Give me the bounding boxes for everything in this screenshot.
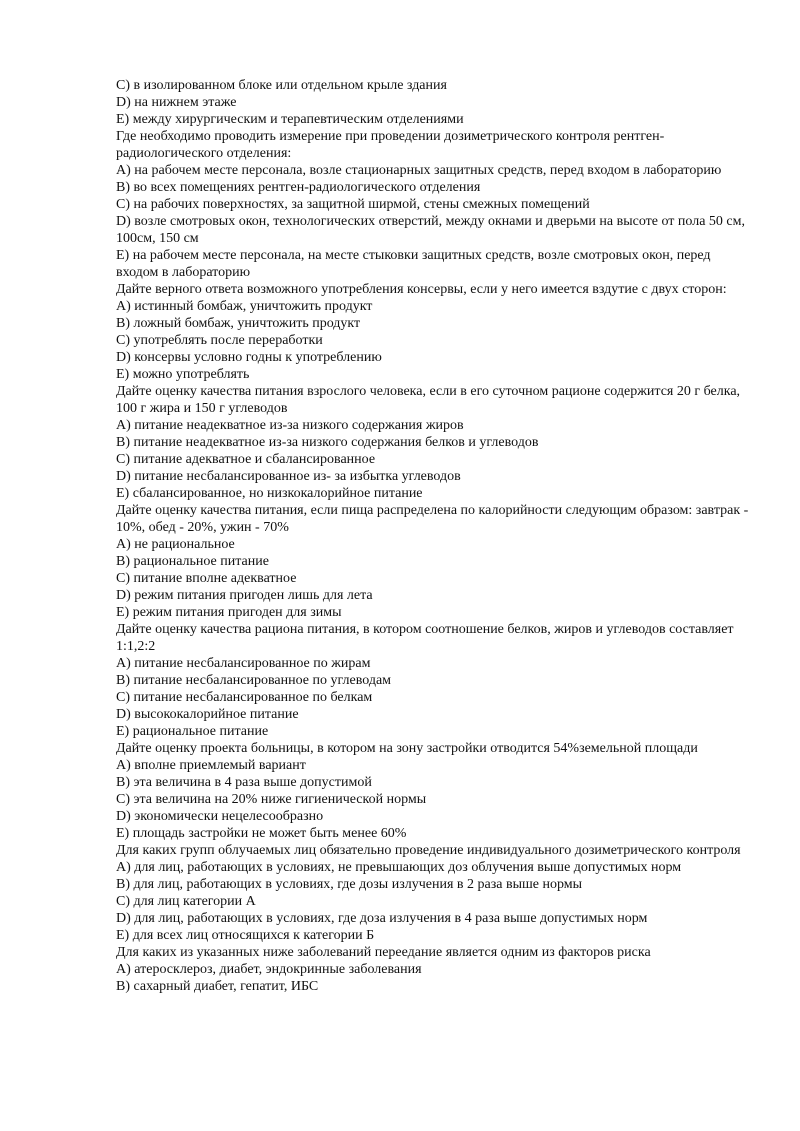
text-line: D) высококалорийное питание — [116, 707, 299, 722]
text-line: D) возле смотровых окон, технологических отверстий, между окнами и дверьми на высоте от пола 50 см, 100см, 150 см — [116, 214, 745, 246]
text-line: Дайте оценку качества питания взрослого человека, если в его суточном рационе содержится 20 г белка, 100 г жира и 150 г углеводов — [116, 384, 741, 416]
text-line: A) питание несбалансированное по жирам — [116, 656, 371, 671]
text-line: Дайте оценку проекта больницы, в котором на зону застройки отводится 54%земельной площади — [116, 741, 698, 756]
text-line: Дайте верного ответа возможного употребления консервы, если у него имеется вздутие с двух сторон: — [116, 282, 727, 297]
text-line: D) на нижнем этаже — [116, 95, 237, 110]
text-line: B) во всех помещениях рентген-радиологического отделения — [116, 180, 481, 195]
text-line: D) для лиц, работающих в условиях, где доза излучения в 4 раза выше допустимых норм — [116, 911, 648, 926]
text-line: A) для лиц, работающих в условиях, не превышающих доз облучения выше допустимых норм — [116, 860, 682, 875]
text-line: Где необходимо проводить измерение при проведении дозиметрического контроля рентген-радиологического отделения: — [116, 129, 665, 161]
text-line: A) истинный бомбаж, уничтожить продукт — [116, 299, 373, 314]
text-line: E) для всех лиц относящихся к категории Б — [116, 928, 375, 943]
text-line: E) можно употреблять — [116, 367, 250, 382]
text-line: C) употреблять после переработки — [116, 333, 323, 348]
text-line: D) питание несбалансированное из- за избытка углеводов — [116, 469, 461, 484]
document-page — [116, 77, 756, 995]
text-line: B) сахарный диабет, гепатит, ИБС — [116, 979, 319, 994]
text-line: B) питание неадекватное из-за низкого содержания белков и углеводов — [116, 435, 539, 450]
text-line: B) ложный бомбаж, уничтожить продукт — [116, 316, 361, 331]
text-line: A) на рабочем месте персонала, возле стационарных защитных средств, перед входом в лабораторию — [116, 163, 722, 178]
text-line: E) режим питания пригоден для зимы — [116, 605, 342, 620]
text-line: C) для лиц категории А — [116, 894, 256, 909]
text-line: B) эта величина в 4 раза выше допустимой — [116, 775, 372, 790]
text-line: D) консервы условно годны к употреблению — [116, 350, 382, 365]
text-line: E) сбалансированное, но низкокалорийное питание — [116, 486, 423, 501]
text-line: A) атеросклероз, диабет, эндокринные заболевания — [116, 962, 422, 977]
text-line: C) питание адекватное и сбалансированное — [116, 452, 376, 467]
text-line: Дайте оценку качества питания, если пища распределена по калорийности следующим образом: завтрак - 10%, обед - 20%, ужин - 70% — [116, 503, 749, 535]
text-line: C) питание несбалансированное по белкам — [116, 690, 373, 705]
text-line: D) экономически нецелесообразно — [116, 809, 324, 824]
text-line: E) между хирургическим и терапевтическим отделениями — [116, 112, 464, 127]
text-line: B) рациональное питание — [116, 554, 269, 569]
text-line: C) эта величина на 20% ниже гигиенической нормы — [116, 792, 427, 807]
text-line: C) на рабочих поверхностях, за защитной ширмой, стены смежных помещений — [116, 197, 590, 212]
text-line: Дайте оценку качества рациона питания, в котором соотношение белков, жиров и углеводов составляет 1:1,2:2 — [116, 622, 734, 654]
text-line: Для каких групп облучаемых лиц обязательно проведение индивидуального дозиметрического контроля — [116, 843, 741, 858]
text-line: E) рациональное питание — [116, 724, 269, 739]
text-line: D) режим питания пригоден лишь для лета — [116, 588, 373, 603]
text-line: A) вполне приемлемый вариант — [116, 758, 306, 773]
text-line: E) на рабочем месте персонала, на месте стыковки защитных средств, возле смотровых окон, перед входом в лабораторию — [116, 248, 711, 280]
text-line: A) не рациональное — [116, 537, 235, 552]
text-line: E) площадь застройки не может быть менее 60% — [116, 826, 407, 841]
text-line: Для каких из указанных ниже заболеваний переедание является одним из факторов риска — [116, 945, 651, 960]
text-line: A) питание неадекватное из-за низкого содержания жиров — [116, 418, 464, 433]
text-line: B) для лиц, работающих в условиях, где дозы излучения в 2 раза выше нормы — [116, 877, 583, 892]
text-line: C) питание вполне адекватное — [116, 571, 297, 586]
text-line: C) в изолированном блоке или отдельном крыле здания — [116, 78, 447, 93]
text-line: B) питание несбалансированное по углеводам — [116, 673, 392, 688]
